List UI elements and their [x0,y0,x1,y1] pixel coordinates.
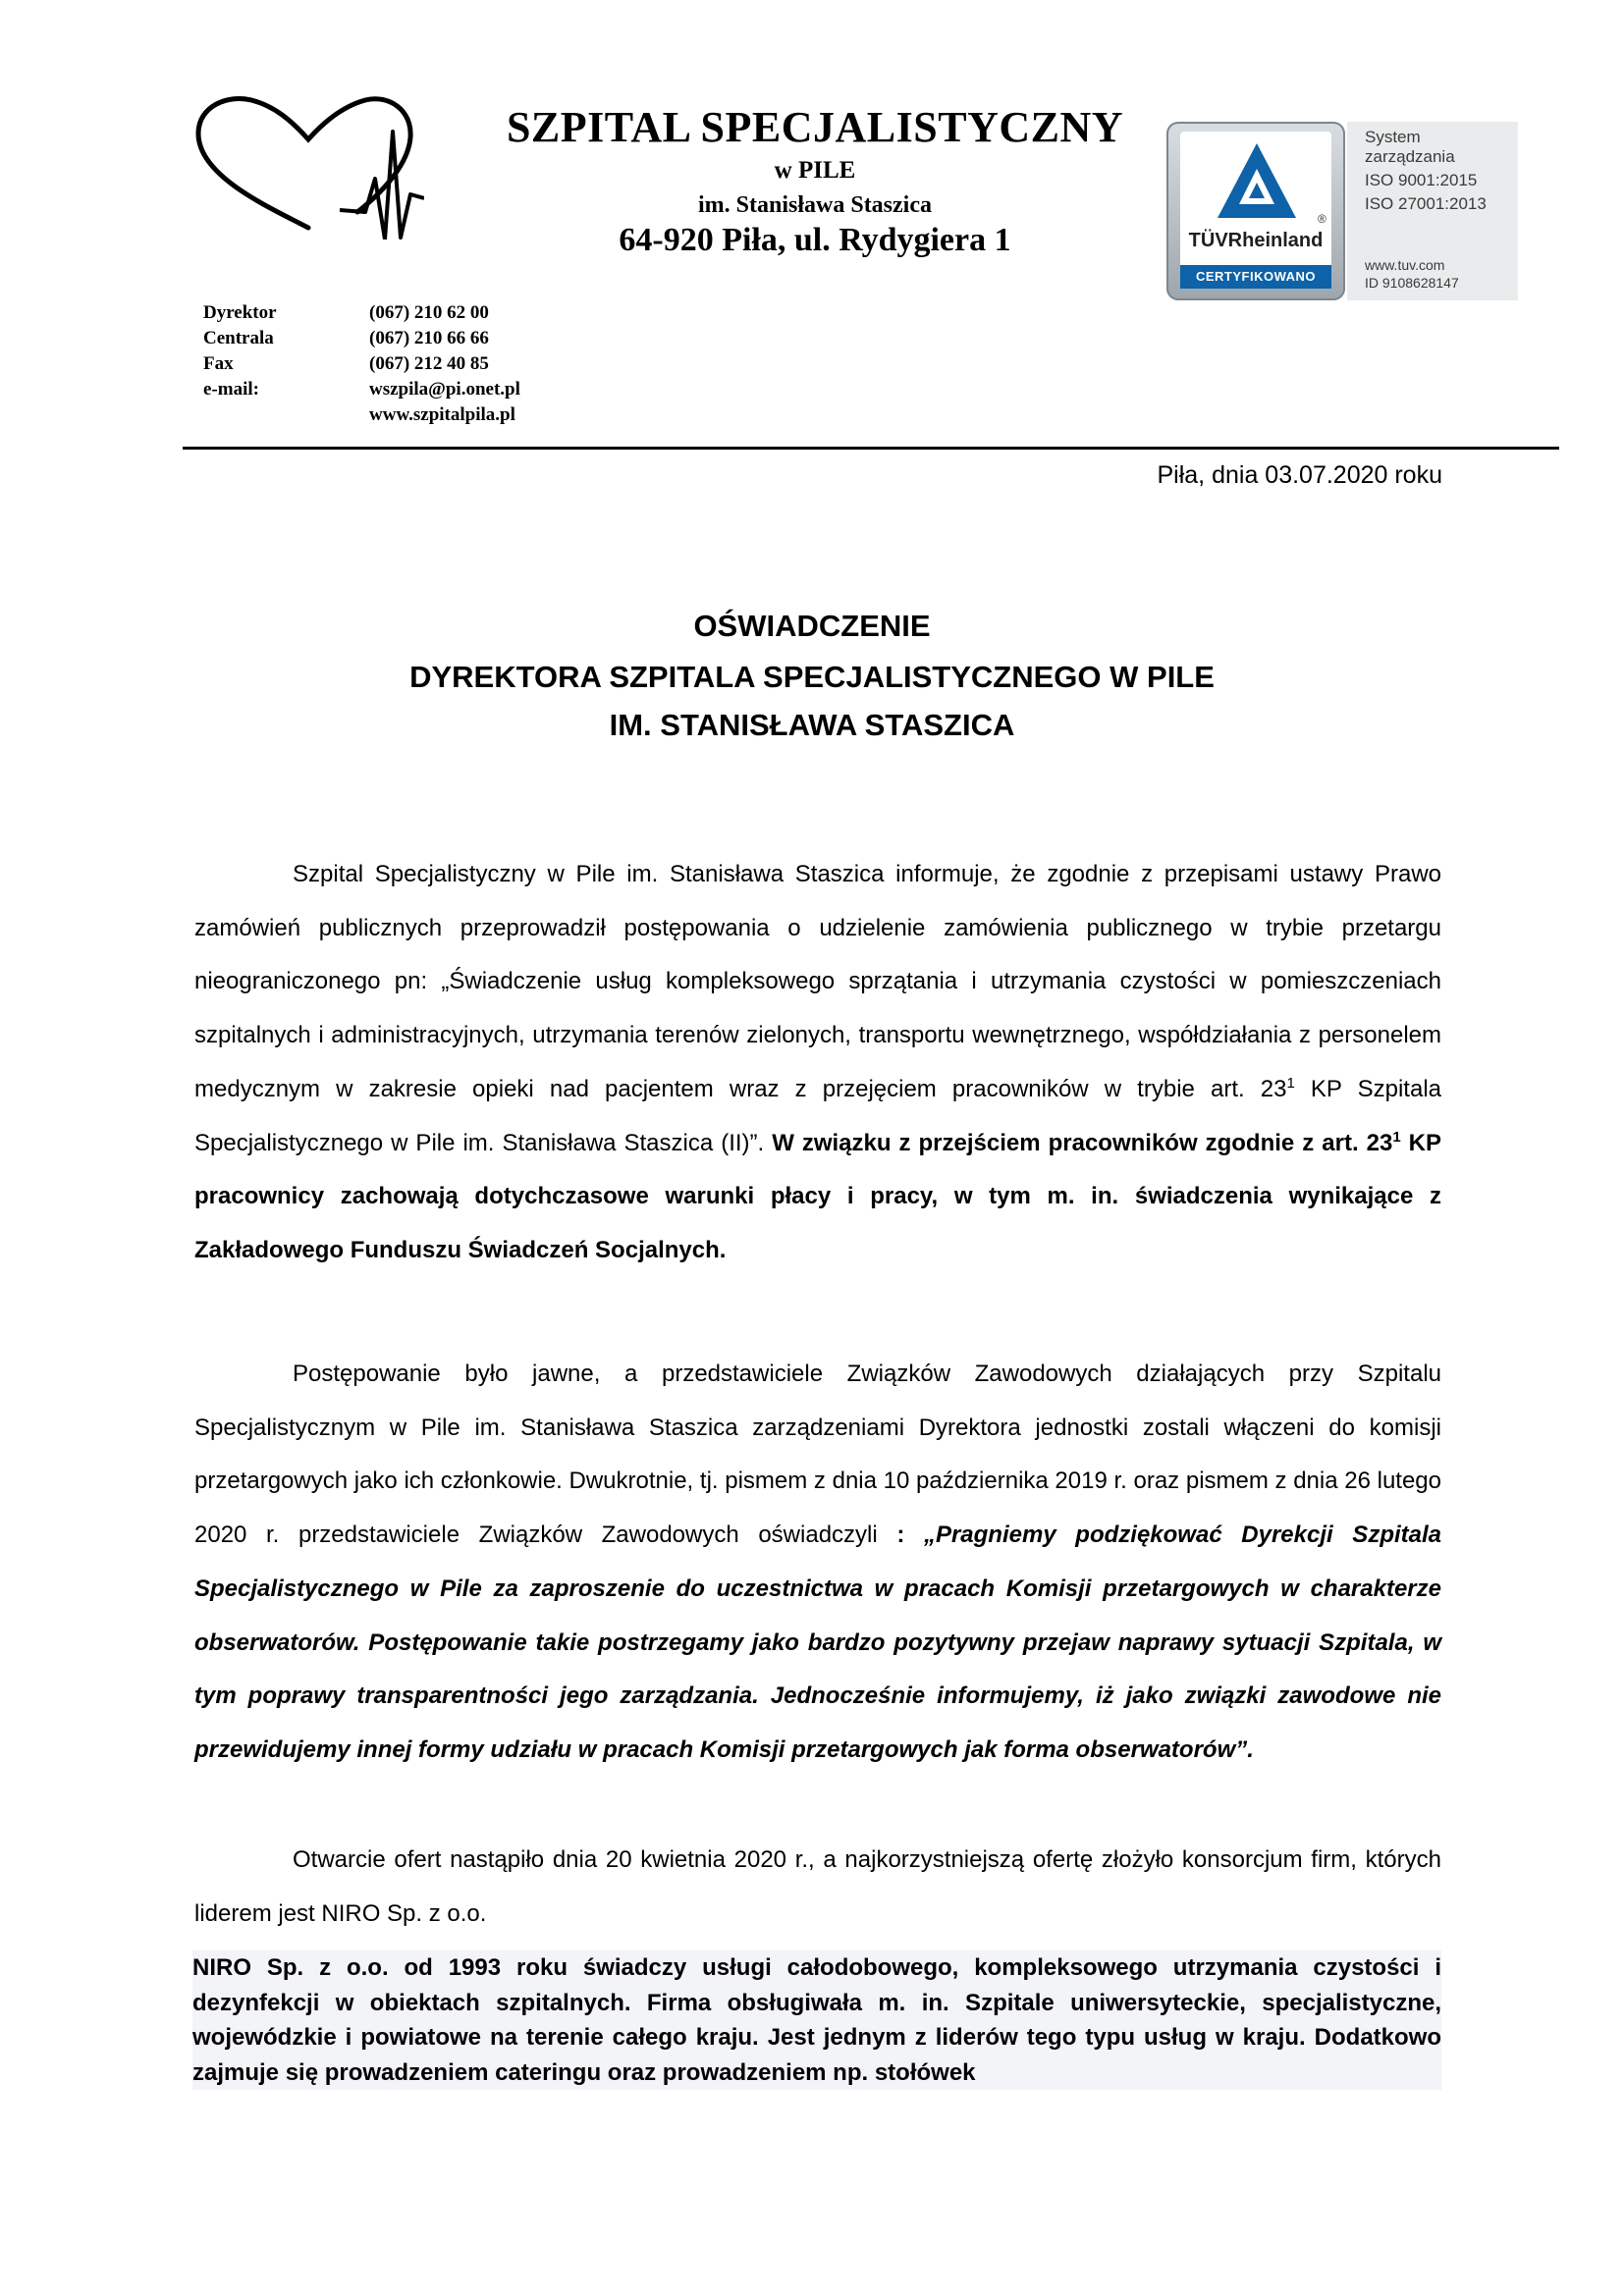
contact-labels [203,300,277,402]
document-title-line-2: DYREKTORA SZPITALA SPECJALISTYCZNEGO W PILE [409,660,1215,694]
hospital-patron: im. Stanisława Staszica [697,192,932,218]
hospital-city: w PILE [774,157,856,184]
document-date: Piła, dnia 03.07.2020 roku [1157,461,1442,489]
superscript: 1 [1286,1074,1295,1092]
bold-text: KP pracownicy zachowają dotychczasowe warunki płacy i pracy, w tym m. in. świadczenia wynikające z Zakładowego Funduszu Świadczeń Socjalnych. [194,1129,1441,1263]
bold-text: W związku z przejściem pracowników zgodnie z art. 23 [772,1129,1393,1156]
cert-system-line: System [1365,128,1421,146]
letterhead-divider [183,447,1559,450]
document-title-line-3: IM. STANISŁAWA STASZICA [609,708,1015,742]
cert-management-line: zarządzania [1365,147,1455,166]
contact-fax-number: (067) 212 40 85 [369,353,489,374]
paragraph-text: Szpital Specjalistyczny w Pile im. Stanisława Staszica informuje, że zgodnie z przepisami ustawy Prawo zamówień publicznych przeprowadził postępowania o udzielenie zamówienia publicznego w trybie przetargu nieograniczonego pn: „Świadczenie usług kompleksowego sprzątania i utrzymania czystości w pomieszczeniach szpitalnych i administracyjnych, utrzymania terenów zielonych, transportu wewnętrznego, współdziałania z personelem medycznym w zakresie opieki nad pacjentem wraz z przejęciem pracowników w trybie art. 23 [194,861,1441,1102]
contact-label-email: e-mail: [203,379,259,400]
paragraph-tender-info [194,848,1441,1278]
contact-label-director: Dyrektor [203,302,277,323]
certificate-logo-area [1180,132,1331,269]
contact-email-link[interactable]: wszpila@pi.onet.pl [369,379,520,400]
tuv-brand-text: TÜVRheinland [1188,230,1324,251]
tuv-certificate-badge [1166,122,1345,300]
document-title: OŚWIADCZENIE [693,609,931,643]
cert-website-line: www.tuv.com [1365,257,1445,273]
union-quote: „Pragniemy podziękować Dyrekcji Szpitala Specjalistycznego w Pile za zaproszenie do uczestnictwa w pracach Komisji przetargowych w charakterze obserwatorów. Postępowanie takie postrzegamy jako bardzo pozytywny przejaw naprawy sytuacji Szpitala, w tym poprawy transparentności jego zarządzania. Jednocześnie informujemy, iż jako związki zawodowe nie przewidujemy innej formy udziału w pracach Komisji przetargowych jak forma obserwatorów”. [194,1522,1441,1763]
contact-label-fax: Fax [203,353,234,374]
contact-director-phone: (067) 210 62 00 [369,302,489,323]
registered-mark: ® [1318,212,1326,226]
contact-values [369,300,520,428]
contact-label-switchboard: Centrala [203,328,274,348]
paragraph-text: Otwarcie ofert nastąpiło dnia 20 kwietnia 2020 r., a najkorzystniejszą ofertę złożyło konsorcjum firm, których liderem jest NIRO Sp. z o.o. [194,1846,1441,1927]
cert-id-line: ID 9108628147 [1365,275,1459,291]
paragraph-unions [194,1348,1441,1778]
heart-ecg-logo [192,92,424,240]
paragraph-text: KP Szpitala Specjalistycznego w Pile im. Stanisława Staszica (II)”. [194,1075,1441,1156]
certified-strip: CERTYFIKOWANO [1180,265,1331,289]
contact-website-link[interactable]: www.szpitalpila.pl [369,404,515,425]
tuv-triangle-icon [1214,139,1300,226]
cert-iso9001-line: ISO 9001:2015 [1365,171,1478,189]
colon: : [877,1522,924,1549]
cert-iso27001-line: ISO 27001:2013 [1365,194,1487,213]
paragraph-offers [194,1834,1441,1941]
contact-switchboard-phone: (067) 210 66 66 [369,328,489,348]
paragraph-niro: NIRO Sp. z o.o. od 1993 roku świadczy usługi całodobowego, kompleksowego utrzymania czystości i dezynfekcji w obiektach szpitalnych. Firma obsługiwała m. in. Szpitale uniwersyteckie, specjalistyczne, wojewódzkie i powiatowe na terenie całego kraju. Jest jednym z liderów tego typu usług w kraju. Dodatkowo zajmuje się prowadzeniem cateringu oraz prowadzeniem np. stołówek [192,1950,1441,2090]
paragraph-text: Postępowanie było jawne, a przedstawiciele Związków Zawodowych działających przy Szpitalu Specjalistycznym w Pile im. Stanisława Staszica zarządzeniami Dyrektora jednostki zostali włączeni do komisji przetargowych jako ich członkowie. Dwukrotnie, tj. pismem z dnia 10 października 2019 r. oraz pismem z dnia 26 lutego 2020 r. przedstawiciele Związków Zawodowych oświadczyli [194,1361,1441,1549]
superscript: 1 [1392,1128,1401,1146]
hospital-address: 64-920 Piła, ul. Rydygiera 1 [619,222,1011,258]
certificate-info-panel [1347,122,1518,300]
hospital-name: SZPITAL SPECJALISTYCZNY [506,103,1124,151]
